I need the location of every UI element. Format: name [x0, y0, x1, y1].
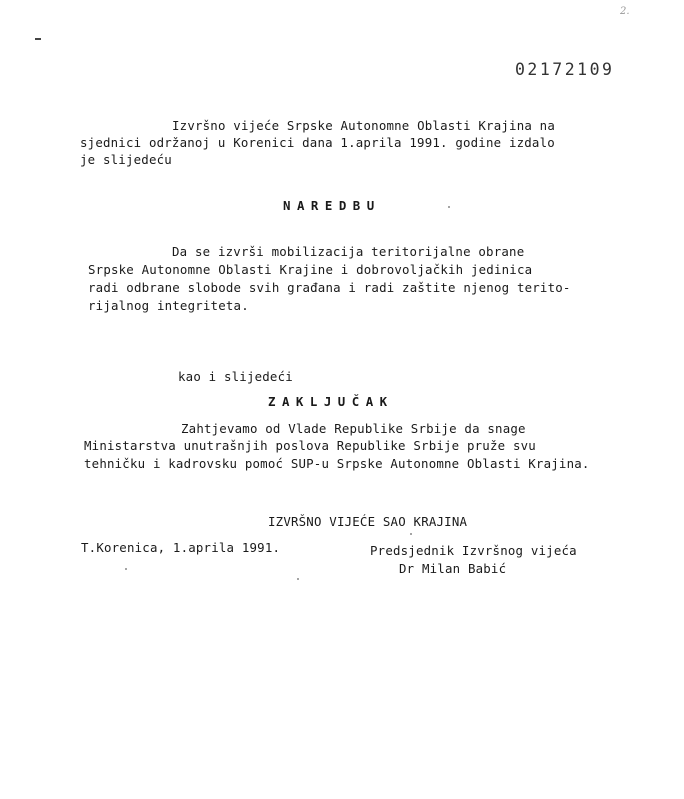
intro-line: sjednici održanoj u Korenici dana 1.aprila 1991. godine izdalo [80, 135, 555, 150]
order-line: rijalnog integriteta. [88, 298, 249, 313]
transition-text: kao i slijedeći [178, 369, 293, 384]
place-date: T.Korenica, 1.aprila 1991. [81, 540, 281, 555]
signatory-name: Dr Milan Babić [399, 561, 507, 576]
conclusion-line: Ministarstva unutrašnjih poslova Republike Srbije pruže svu [84, 438, 536, 453]
order-line: Srpske Autonomne Oblasti Krajine i dobrovoljačkih jedinica [88, 262, 533, 277]
scan-speck [125, 568, 127, 570]
intro-line: Izvršno vijeće Srpske Autonomne Oblasti Krajina na [172, 118, 555, 133]
conclusion-heading: ZAKLJUČAK [268, 394, 394, 409]
order-line: radi odbrane slobode svih građana i radi zaštite njenog terito- [88, 280, 571, 295]
order-heading: NAREDBU [283, 198, 381, 213]
scan-speck [448, 206, 450, 208]
intro-line: je slijedeću [80, 152, 172, 167]
order-line: Da se izvrši mobilizacija teritorijalne obrane [172, 244, 525, 259]
conclusion-line: tehničku i kadrovsku pomoć SUP-u Srpske Autonomne Oblasti Krajina. [84, 456, 590, 471]
scan-speck [410, 533, 412, 535]
conclusion-line: Zahtjevamo od Vlade Republike Srbije da snage [181, 421, 526, 436]
signatory-title: Predsjednik Izvršnog vijeća [370, 543, 577, 558]
issuer-line: IZVRŠNO VIJEĆE SAO KRAJINA [268, 514, 468, 529]
scan-speck [297, 578, 299, 580]
scan-mark [35, 38, 41, 40]
page-mark: 2. [620, 6, 630, 17]
document-number: 02172109 [515, 60, 615, 79]
